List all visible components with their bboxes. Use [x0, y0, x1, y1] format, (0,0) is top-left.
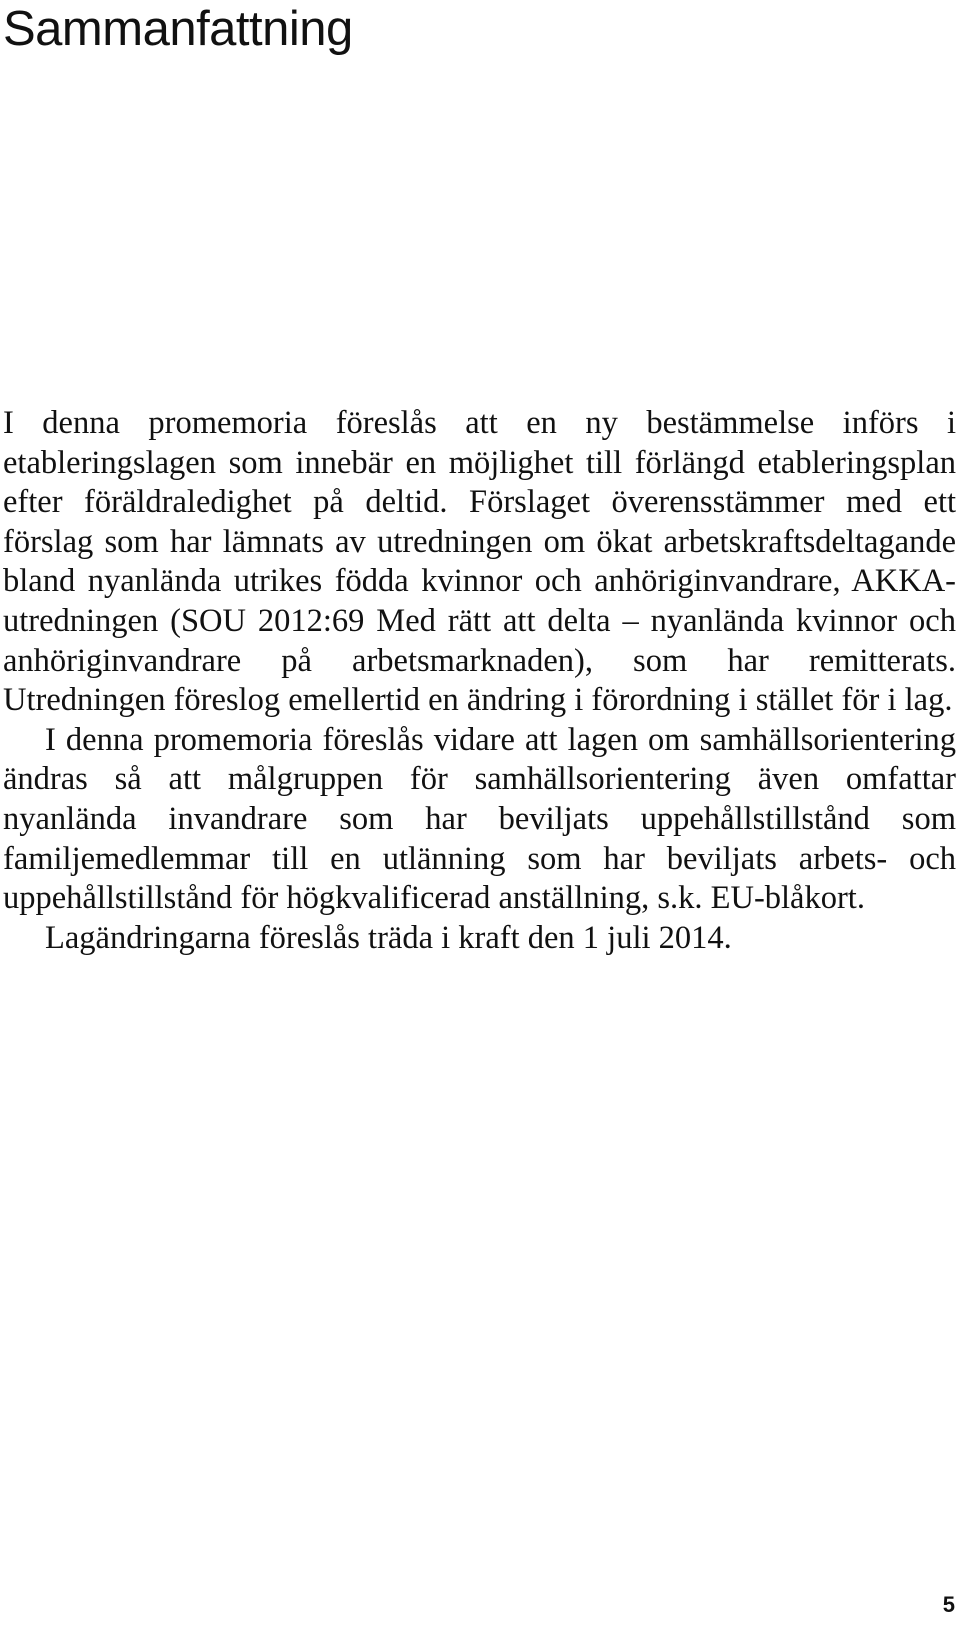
- paragraph-2: I denna promemoria föreslås vidare att lagen om samhällsorientering ändras så att målgruppen för samhällsorientering även omfattar nyanlända invandrare som har beviljats uppehållstillstånd som familjemedlemmar till en utlänning som har beviljats arbets- och uppehållstillstånd för högkvalificerad anställning, s.k. EU-blåkort.: [3, 721, 956, 917]
- page-number: 5: [942, 1592, 955, 1617]
- body-text: [3, 404, 956, 958]
- paragraph-3: Lagändringarna föreslås träda i kraft den 1 juli 2014.: [45, 919, 732, 956]
- paragraph-1: I denna promemoria föreslås att en ny bestämmelse införs i etableringslagen som innebär en möjlighet till förlängd etableringsplan efter föräldraledighet på deltid. Förslaget överensstämmer med ett förslag som har lämnats av utredningen om ökat arbetskraftsdeltagande bland nyanlända utrikes födda kvinnor och anhöriginvandrare, AKKA-utredningen (SOU 2012:69 Med rätt att delta – nyanlända kvinnor och anhöriginvandrare på arbetsmarknaden), som har remitterats. Utredningen föreslog emellertid en ändring i förordning i stället för i lag.: [3, 405, 956, 719]
- page-title: Sammanfattning: [3, 2, 353, 56]
